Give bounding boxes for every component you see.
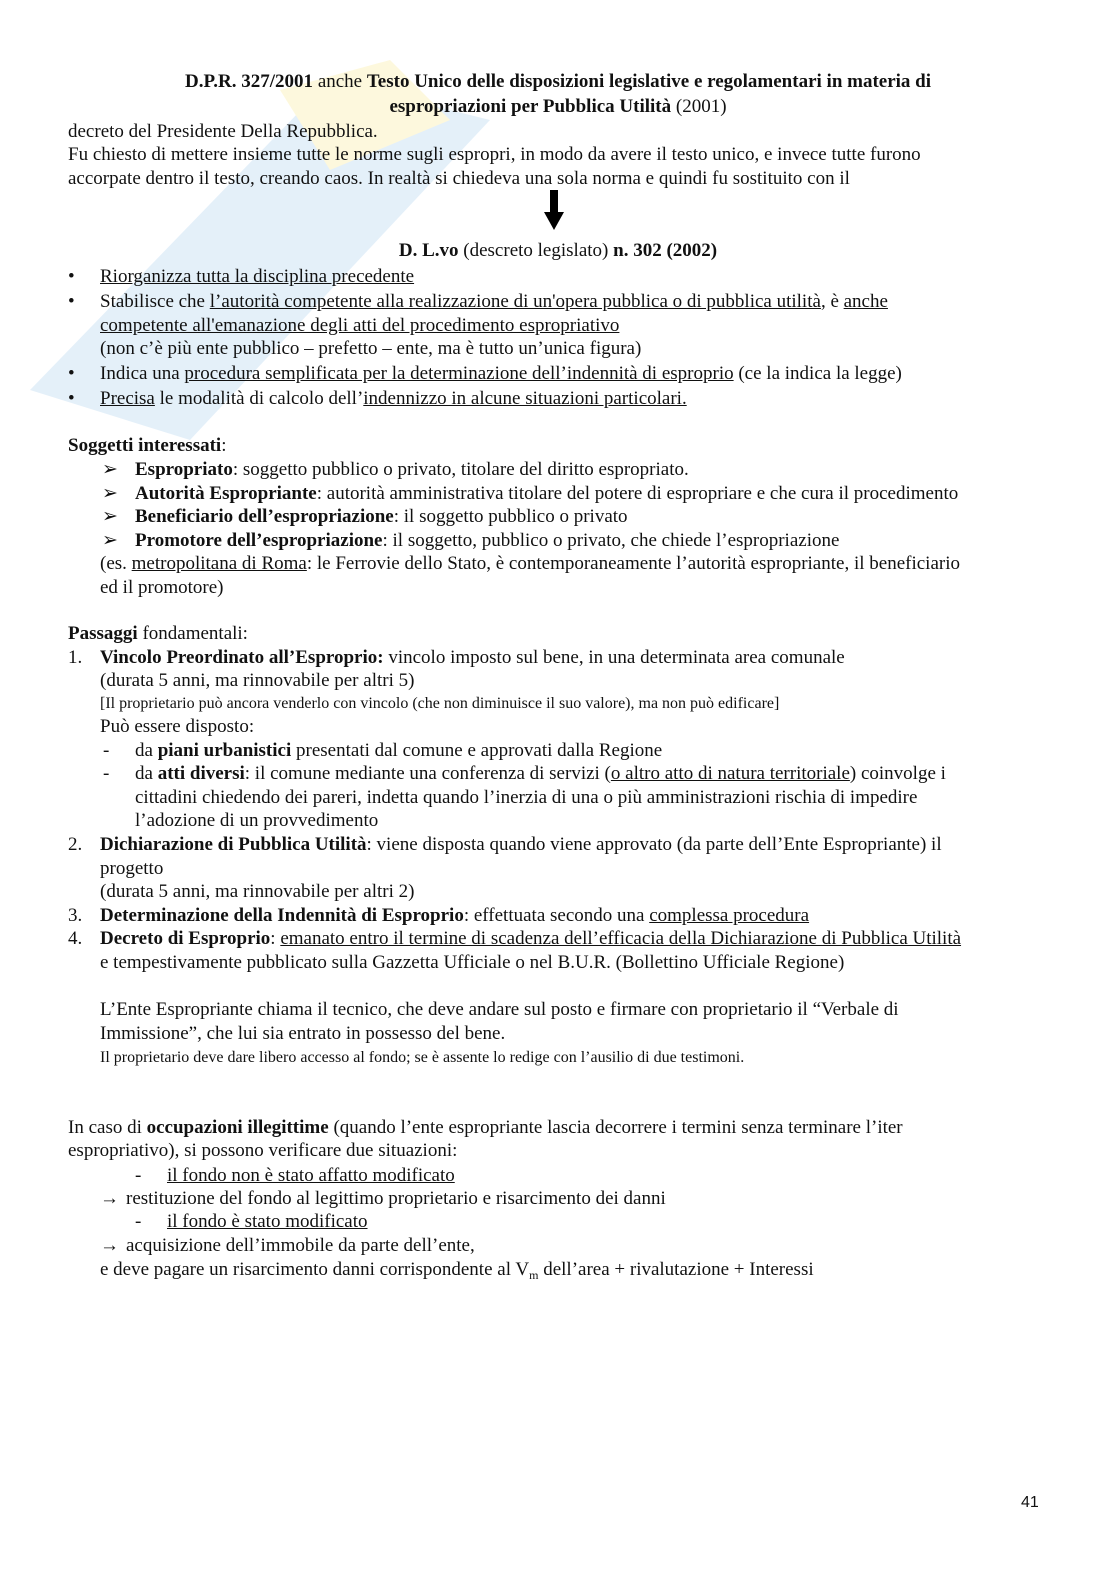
list-item — [135, 505, 628, 528]
text-run: o altro atto di natura territoriale — [610, 763, 850, 784]
text-run: (durata 5 anni, ma rinnovabile per altri 2) — [100, 881, 415, 902]
text-run: Indica una — [100, 363, 185, 384]
text-run: espropriativo), si possono verificare due situazioni: — [68, 1140, 458, 1161]
list-item — [100, 387, 687, 410]
text-run: In caso di — [68, 1117, 147, 1138]
bullet-icon: • — [68, 291, 75, 312]
text-run: Soggetti interessati — [68, 435, 222, 456]
text-run: progetto — [100, 858, 164, 879]
text-run: acquisizione dell’immobile da parte dell’ente, — [126, 1235, 475, 1256]
text-run: occupazioni illegittime — [146, 1117, 329, 1138]
sub-item-continuation — [135, 809, 378, 832]
text-run: Determinazione della Indennità di Esproprio — [100, 905, 464, 926]
text-run: (durata 5 anni, ma rinnovabile per altri 5) — [100, 670, 415, 691]
text-run: (quando l’ente espropriante lascia decorrere i termini senza terminare l’iter — [328, 1117, 903, 1138]
text-run: ed il promotore) — [100, 577, 224, 598]
text-run: da — [135, 740, 158, 761]
text-run: : soggetto pubblico o privato, titolare del diritto espropriato. — [232, 459, 689, 480]
list-item — [135, 458, 689, 481]
right-arrow-icon: → — [100, 1188, 119, 1209]
text-run: : il comune mediante una conferenza di servizi ( — [244, 763, 611, 784]
text-run: dell’area + rivalutazione + Interessi — [538, 1259, 814, 1280]
text-run: D. L.vo — [398, 240, 459, 261]
text-run: cittadini chiedendo dei pareri, indetta quando l’inerzia di una o più amministrazioni rischia di impedire — [135, 787, 918, 808]
text-run: il fondo non è stato affatto modificato — [167, 1165, 455, 1186]
text-run: procedura semplificata per la determinazione dell’indennità di esproprio — [184, 363, 734, 384]
sub-item — [167, 1164, 455, 1187]
list-item — [135, 529, 839, 552]
arrow-bullet-icon: ➢ — [102, 530, 118, 551]
list-item-continuation — [100, 715, 254, 738]
text-run: , è — [820, 291, 844, 312]
arrow-bullet-icon: ➢ — [102, 459, 118, 480]
text-run: (descreto legislato) — [458, 240, 614, 261]
paragraph-line — [100, 576, 223, 599]
text-run: : — [270, 928, 281, 949]
dash-marker: - — [135, 1165, 142, 1186]
text-run: complessa procedura — [649, 905, 810, 926]
list-item-continuation — [100, 857, 163, 880]
text-run: Vincolo Preordinato all’Esproprio: — [100, 647, 384, 668]
list-item-continuation — [100, 669, 414, 692]
text-run: anche — [313, 71, 367, 92]
text-run: l’adozione di un provvedimento — [135, 810, 379, 831]
list-number: 3. — [68, 905, 83, 926]
text-run: : viene disposta quando viene approvato (da parte dell’Ente Espropriante) il — [366, 834, 942, 855]
text-run: Autorità Espropriante — [135, 483, 317, 504]
bullet-icon: • — [68, 363, 75, 384]
text-run: espropriazioni per Pubblica Utilità — [389, 96, 672, 117]
text-run: (es. — [100, 553, 132, 574]
text-run: Decreto di Esproprio — [100, 928, 271, 949]
list-item-continuation — [100, 880, 414, 903]
text-run: anche — [843, 291, 888, 312]
list-item — [100, 646, 845, 669]
text-run: L’Ente Espropriante chiama il tecnico, che deve andare sul posto e firmare con proprietario il “Verbale di — [100, 999, 899, 1020]
paragraph-line — [68, 1139, 457, 1162]
dash-marker: - — [103, 740, 110, 761]
text-run: Stabilisce che — [100, 291, 210, 312]
paragraph-line — [100, 998, 899, 1021]
list-item — [100, 833, 942, 856]
down-arrow-icon — [544, 190, 564, 230]
title-line-1 — [0, 70, 1116, 93]
dash-marker: - — [103, 763, 110, 784]
text-run: [Il proprietario può ancora venderlo con vincolo (che non diminuisce il suo valore), ma non può edificare] — [100, 695, 780, 712]
text-run: Testo Unico delle disposizioni legislative e regolamentari in materia di — [366, 71, 932, 92]
consequence-line — [126, 1187, 666, 1210]
text-run: : autorità amministrativa titolare del potere di espropriare e che cura il procedimento — [316, 483, 959, 504]
text-run: piani urbanistici — [157, 740, 292, 761]
text-run: vincolo imposto sul bene, in una determinata area comunale — [383, 647, 845, 668]
bullet-icon: • — [68, 388, 75, 409]
list-item — [100, 265, 414, 288]
list-number: 2. — [68, 834, 83, 855]
paragraph-line — [68, 120, 378, 143]
list-item — [100, 362, 902, 385]
note-line — [100, 1046, 744, 1069]
text-run: da — [135, 763, 158, 784]
text-run: : il soggetto, pubblico o privato, che chiede l’espropriazione — [382, 530, 840, 551]
list-item — [100, 904, 809, 927]
text-run: Riorganizza tutta la disciplina precedente — [100, 266, 415, 287]
text-run: metropolitana di Roma — [131, 553, 307, 574]
page-number: 41 — [1021, 1494, 1039, 1511]
list-item — [100, 927, 961, 950]
text-run: competente all'emanazione degli atti del procedimento espropriativo — [100, 315, 620, 336]
text-run: (non c’è più ente pubblico – prefetto – ente, ma è tutto un’unica figura) — [100, 338, 642, 359]
text-run: D.P.R. 327/2001 — [184, 71, 314, 92]
text-run: e deve pagare un risarcimento danni corrispondente al V — [100, 1259, 530, 1280]
list-item-continuation — [100, 314, 619, 337]
text-run: : il soggetto pubblico o privato — [393, 506, 628, 527]
text-run: m — [529, 1268, 539, 1282]
text-run: Immissione”, che lui sia entrato in possesso del bene. — [100, 1023, 506, 1044]
consequence-line — [126, 1234, 475, 1257]
text-run: Precisa — [100, 388, 155, 409]
list-number: 1. — [68, 647, 83, 668]
text-run: decreto del Presidente Della Repubblica. — [68, 121, 378, 142]
text-run: Promotore dell’espropriazione — [135, 530, 383, 551]
text-run: : — [221, 435, 227, 456]
text-run: Espropriato — [135, 459, 233, 480]
text-run: accorpate dentro il testo, creando caos. In realtà si chiedeva una sola norma e quindi fu sostituito con il — [68, 168, 850, 189]
text-run: Il proprietario deve dare libero accesso al fondo; se è assente lo redige con l’ausilio di due testimoni. — [100, 1049, 745, 1066]
sub-item — [135, 739, 662, 762]
section-heading — [68, 622, 248, 645]
list-item-continuation — [100, 951, 844, 974]
paragraph-line — [68, 1116, 903, 1139]
paragraph-line — [68, 167, 850, 190]
text-run: Beneficiario dell’espropriazione — [135, 506, 394, 527]
right-arrow-icon: → — [100, 1235, 119, 1256]
arrow-bullet-icon: ➢ — [102, 483, 118, 504]
text-run: le modalità di calcolo dell’ — [154, 388, 364, 409]
text-run: (ce la indica la legge) — [733, 363, 902, 384]
text-run: ) coinvolge i — [849, 763, 946, 784]
sub-item-continuation — [135, 786, 917, 809]
list-item — [100, 290, 888, 313]
text-run: : effettuata secondo una — [463, 905, 650, 926]
text-run: Passaggi — [68, 623, 138, 644]
text-run: n. 302 (2002) — [613, 240, 718, 261]
text-run: indennizzo in alcune situazioni particolari. — [363, 388, 687, 409]
sub-item — [167, 1210, 368, 1233]
text-run: e tempestivamente pubblicato sulla Gazzetta Ufficiale o nel B.U.R. (Bollettino Ufficiale Regione) — [100, 952, 845, 973]
text-run: fondamentali: — [137, 623, 248, 644]
list-item — [135, 482, 958, 505]
paragraph-line — [100, 1022, 505, 1045]
text-run: Fu chiesto di mettere insieme tutte le norme sugli espropri, in modo da avere il testo unico, e invece tutte furono — [68, 144, 921, 165]
sub-item — [135, 762, 946, 785]
title-line-2 — [0, 95, 1116, 118]
dash-marker: - — [135, 1211, 142, 1232]
paragraph-line — [68, 143, 921, 166]
text-run: Dichiarazione di Pubblica Utilità — [100, 834, 367, 855]
text-run: atti diversi — [157, 763, 245, 784]
text-run: presentati dal comune e approvati dalla Regione — [291, 740, 663, 761]
text-run: l’autorità competente alla realizzazione di un'opera pubblica o di pubblica utilità — [209, 291, 821, 312]
paragraph-line — [100, 1258, 814, 1287]
text-run: : le Ferrovie dello Stato, è contemporaneamente l’autorità espropriante, il beneficiario — [306, 553, 960, 574]
section-heading — [0, 239, 1116, 262]
arrow-bullet-icon: ➢ — [102, 506, 118, 527]
note-line — [100, 692, 779, 715]
text-run: emanato entro il termine di scadenza dell’efficacia della Dichiarazione di Pubblica Utilità — [280, 928, 962, 949]
text-run: restituzione del fondo al legittimo proprietario e risarcimento dei danni — [126, 1188, 666, 1209]
section-heading — [68, 434, 227, 457]
text-run: Può essere disposto: — [100, 716, 255, 737]
paragraph-line — [100, 552, 960, 575]
list-number: 4. — [68, 928, 83, 949]
text-run: (2001) — [671, 96, 727, 117]
bullet-icon: • — [68, 266, 75, 287]
list-item-continuation — [100, 337, 641, 360]
text-run: il fondo è stato modificato — [167, 1211, 368, 1232]
